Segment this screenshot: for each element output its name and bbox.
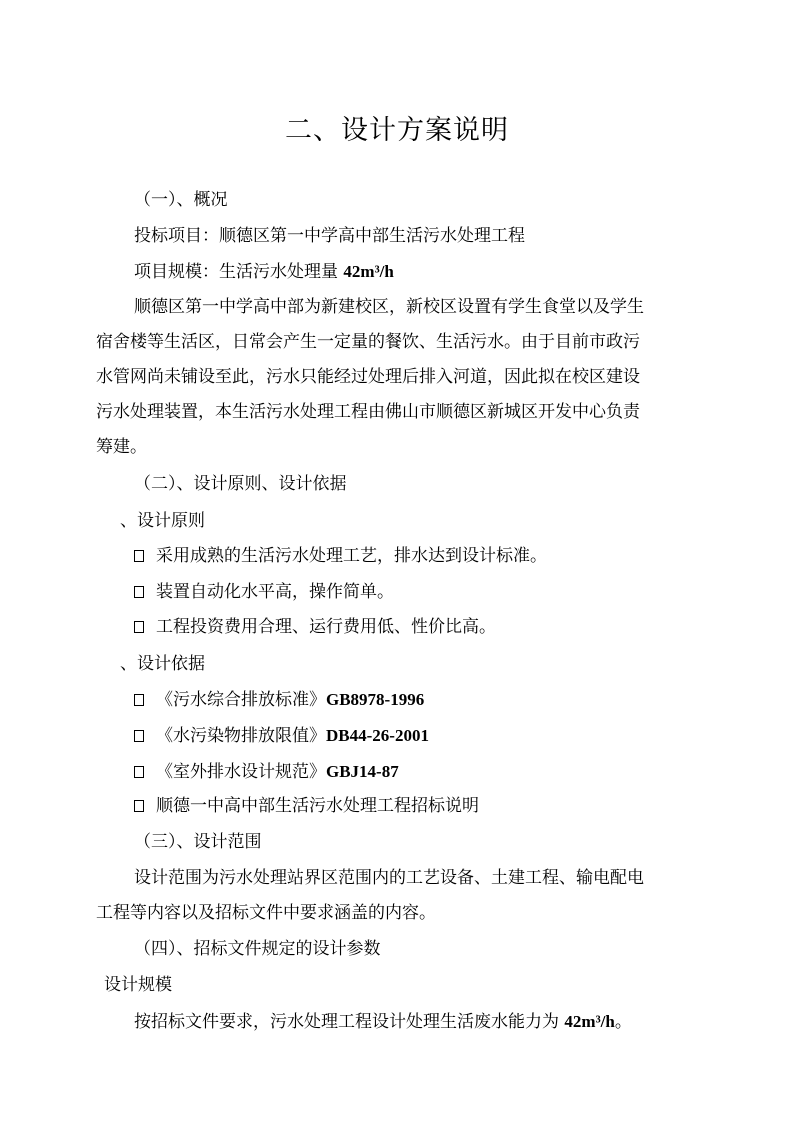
- basis-name: 《室外排水设计规范》: [156, 762, 326, 782]
- checkbox-bullet-icon: [134, 766, 144, 778]
- project-value: 顺德区第一中学高中部生活污水处理工程: [219, 226, 525, 246]
- basis-code: GBJ14-87: [326, 762, 399, 781]
- principle-text: 采用成熟的生活污水处理工艺，排水达到设计标准。: [156, 546, 547, 566]
- section-3-heading: （三）、设计范围: [134, 832, 262, 852]
- design-scale-value: 42m³/h: [564, 1012, 615, 1031]
- basis-code: GB8978-1996: [326, 690, 425, 709]
- project-label: 投标项目：: [134, 226, 219, 246]
- scale-prefix: 生活污水处理量: [219, 262, 344, 282]
- overview-para-line: 筹建。: [96, 437, 147, 457]
- project-line: [134, 228, 525, 245]
- section-1-heading: （一）、概况: [134, 190, 228, 210]
- basis-item: [134, 798, 479, 815]
- principles-heading: 、设计原则: [120, 511, 205, 531]
- overview-para-line: 水管网尚未铺设至此，污水只能经过处理后排入河道，因此拟在校区建设: [96, 367, 640, 387]
- basis-item: [134, 727, 429, 745]
- basis-name: 《污水综合排放标准》: [156, 690, 326, 710]
- principle-text: 装置自动化水平高，操作简单。: [156, 582, 394, 602]
- basis-heading: 、设计依据: [120, 654, 205, 674]
- checkbox-bullet-icon: [134, 694, 144, 706]
- basis-name: 《水污染物排放限值》: [156, 726, 326, 746]
- basis-item: [134, 691, 424, 709]
- scope-para-line: 设计范围为污水处理站界区范围内的工艺设备、土建工程、输电配电: [134, 868, 644, 888]
- principle-item: [134, 584, 394, 601]
- checkbox-bullet-icon: [134, 621, 144, 633]
- design-scale-para: [134, 1013, 632, 1031]
- basis-name: 顺德一中高中部生活污水处理工程招标说明: [156, 796, 479, 816]
- design-scale-prefix: 按招标文件要求，污水处理工程设计处理生活废水能力为: [134, 1012, 565, 1032]
- overview-para-line: 污水处理装置，本生活污水处理工程由佛山市顺德区新城区开发中心负责: [96, 402, 640, 422]
- checkbox-bullet-icon: [134, 586, 144, 598]
- scope-para-line: 工程等内容以及招标文件中要求涵盖的内容。: [96, 903, 436, 923]
- design-scale-heading: 设计规模: [104, 975, 172, 995]
- principle-text: 工程投资费用合理、运行费用低、性价比高。: [156, 617, 496, 637]
- checkbox-bullet-icon: [134, 730, 144, 742]
- overview-para-line: 宿舍楼等生活区，日常会产生一定量的餐饮、生活污水。由于目前市政污: [96, 332, 640, 352]
- basis-item: [134, 763, 399, 781]
- section-2-heading: （二）、设计原则、设计依据: [134, 474, 347, 494]
- scale-line: [134, 263, 394, 281]
- principle-item: [134, 548, 547, 565]
- overview-para-line: 顺德区第一中学高中部为新建校区，新校区设置有学生食堂以及学生: [134, 297, 644, 317]
- section-4-heading: （四）、招标文件规定的设计参数: [134, 939, 381, 959]
- page-title: 二、设计方案说明: [285, 115, 509, 146]
- scale-label: 项目规模：: [134, 262, 219, 282]
- checkbox-bullet-icon: [134, 550, 144, 562]
- scale-value: 42m³/h: [343, 262, 394, 281]
- design-scale-suffix: 。: [614, 1012, 632, 1032]
- principle-item: [134, 619, 496, 636]
- checkbox-bullet-icon: [134, 800, 144, 812]
- basis-code: DB44-26-2001: [326, 726, 429, 745]
